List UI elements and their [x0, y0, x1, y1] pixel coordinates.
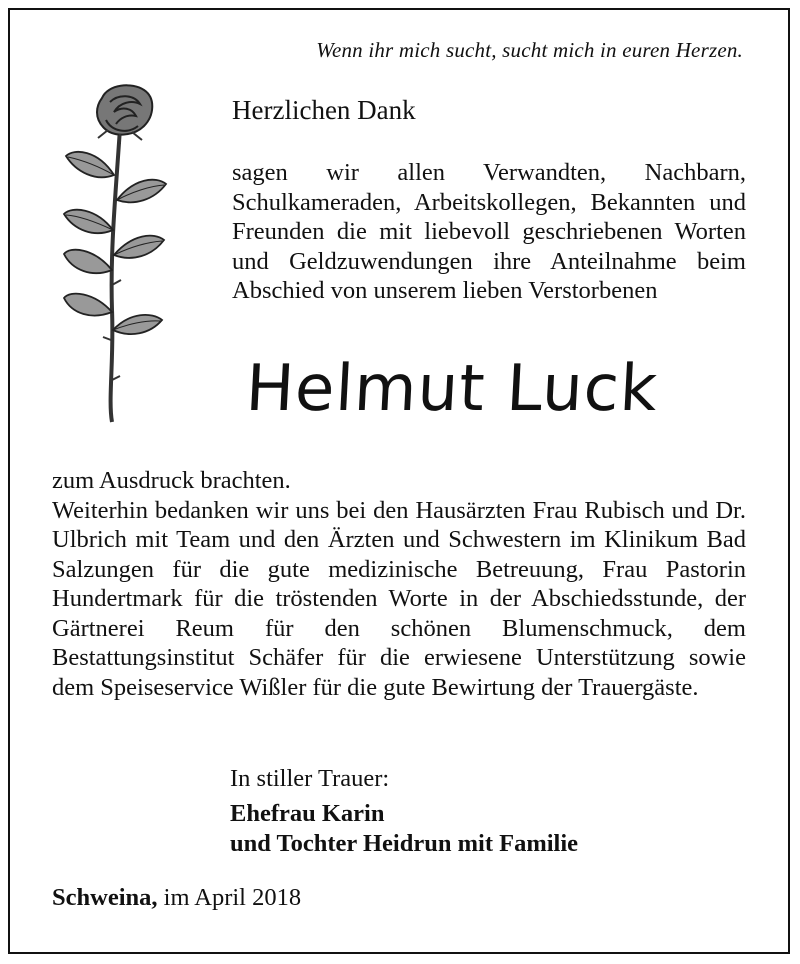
- place-date: [52, 884, 301, 912]
- closing-line: zum Ausdruck brachten.: [52, 467, 291, 494]
- family-line-2: und Tochter Heidrun mit Familie: [230, 830, 579, 857]
- intro-text: sagen wir allen Verwandten, Nachbarn, Schulkameraden, Arbeitskollegen, Bekannten und Freunden die mit liebevoll geschriebenen Worten und Geldzuwendungen ihre Anteilnahme beim Abschied von unserem lieben Verstorbenen: [232, 159, 746, 304]
- deceased-name: Helmut Luck: [244, 352, 660, 426]
- additional-thanks: Weiterhin bedanken wir uns bei den Hausärzten Frau Rubisch und Dr. Ulbrich mit Team und den Ärzten und Schwestern im Klinikum Bad Salzungen für die gute medizinische Betreuung, Frau Pastorin Hundertmark für die tröstenden Worte in der Abschiedsstunde, der Gärtnerei Reum für den schönen Blumenschmuck, dem Bestattungsinstitut Schäfer für die erwiesene Unterstützung sowie dem Speiseservice Wißler für die gute Bewirtung der Trauergäste.: [52, 496, 746, 701]
- date-text: im April 2018: [163, 884, 302, 911]
- motto-quote: Wenn ihr mich sucht, sucht mich in euren Herzen.: [316, 38, 743, 62]
- family-signature: [230, 799, 578, 859]
- thanks-heading: Herzlichen Dank: [232, 95, 416, 125]
- mourning-label: In stiller Trauer:: [230, 765, 390, 792]
- rose-icon: [62, 80, 172, 425]
- intro-paragraph: [232, 158, 746, 306]
- body-paragraph: [52, 466, 746, 702]
- place-name: Schweina,: [52, 884, 158, 911]
- family-line-1: Ehefrau Karin: [230, 800, 385, 827]
